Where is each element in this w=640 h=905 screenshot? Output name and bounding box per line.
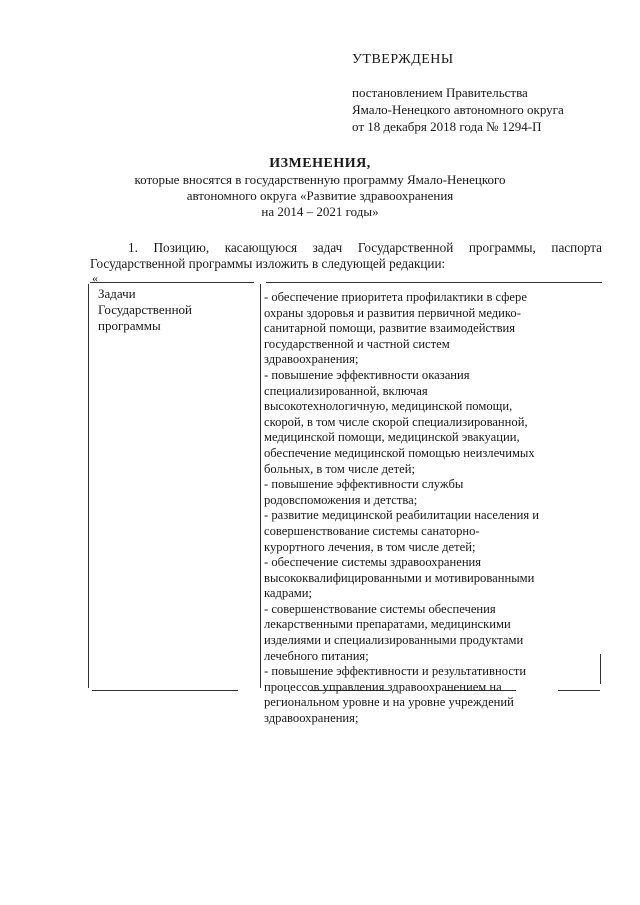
right-cell-line: совершенствование системы санаторно-: [264, 523, 480, 538]
left-cell-line: программы: [98, 318, 161, 333]
right-cell-line: специализированной, включая: [264, 383, 428, 398]
table-right-cell: [264, 290, 602, 727]
table-column-divider: [260, 284, 261, 688]
right-cell-line: - повышение эффективности службы: [264, 477, 464, 492]
right-cell-line: лечебного питания;: [264, 648, 369, 663]
right-cell-line: - развитие медицинской реабилитации населения и: [264, 508, 539, 523]
tasks-table: [88, 282, 602, 726]
right-cell-line: - обеспечение системы здравоохранения: [264, 555, 482, 570]
opening-quote: «: [92, 271, 98, 285]
document-heading: ИЗМЕНЕНИЯ,: [269, 156, 371, 171]
table-left-border: [88, 284, 89, 688]
approval-line: постановлением Правительства: [352, 85, 528, 100]
intro-paragraph: [90, 240, 602, 272]
right-cell-line: здравоохранения;: [264, 711, 359, 726]
right-cell-line: кадрами;: [264, 586, 313, 601]
subtitle-line: которые вносятся в государственную программу Ямало-Ненецкого: [134, 172, 506, 187]
right-cell-line: региональном уровне и на уровне учреждений: [264, 695, 514, 710]
right-cell-line: медицинской помощи, медицинской эвакуации,: [264, 430, 520, 445]
right-cell-line: процессов управления здравоохранением на: [264, 679, 502, 694]
approval-line: от 18 декабря 2018 года № 1294-П: [352, 119, 542, 134]
right-cell-line: обеспечение медицинской помощью неизлечимых: [264, 445, 535, 460]
right-cell-line: санитарной помощи, развитие взаимодействия: [264, 321, 516, 336]
right-cell-line: родовспоможения и детства;: [264, 492, 418, 507]
table-top-border: [266, 282, 602, 283]
table-bottom-border: [92, 690, 238, 691]
right-cell-line: охраны здоровья и развития первичной медико-: [264, 305, 521, 320]
right-cell-line: больных, в том числе детей;: [264, 461, 415, 476]
left-cell-line: Государственной: [98, 302, 193, 317]
right-cell-line: курортного лечения, в том числе детей;: [264, 539, 476, 554]
right-cell-line: высококвалифицированными и мотивированными: [264, 570, 535, 585]
right-cell-line: - совершенствование системы обеспечения: [264, 601, 496, 616]
right-cell-line: высокотехнологичную, медицинской помощи,: [264, 399, 513, 414]
approval-block: [352, 84, 564, 135]
right-cell-line: - повышение эффективности оказания: [264, 367, 470, 382]
table-left-cell: [98, 286, 192, 334]
right-cell-line: государственной и частной систем: [264, 336, 450, 351]
approval-title: УТВЕРЖДЕНЫ: [352, 52, 454, 67]
right-cell-line: - обеспечение приоритета профилактики в сфере: [264, 290, 527, 304]
subtitle-line: на 2014 – 2021 годы»: [261, 204, 379, 219]
approval-line: Ямало-Ненецкого автономного округа: [352, 102, 564, 117]
right-cell-line: - повышение эффективности и результативности: [264, 664, 527, 679]
subtitle-line: автономного округа «Развитие здравоохранения: [186, 188, 454, 203]
document-subtitle: [100, 172, 540, 220]
table-top-border: [90, 282, 254, 283]
paragraph-line: 1. Позицию, касающуюся задач Государственной программы, паспорта: [128, 240, 602, 255]
right-cell-line: лекарственными препаратами, медицинскими: [264, 617, 511, 632]
right-cell-line: скорой, в том числе скорой специализированной,: [264, 414, 528, 429]
left-cell-line: Задачи: [98, 286, 136, 301]
right-cell-line: здравоохранения;: [264, 352, 359, 367]
right-cell-line: изделиями и специализированными продуктами: [264, 633, 524, 648]
paragraph-line: Государственной программы изложить в следующей редакции:: [90, 256, 446, 271]
